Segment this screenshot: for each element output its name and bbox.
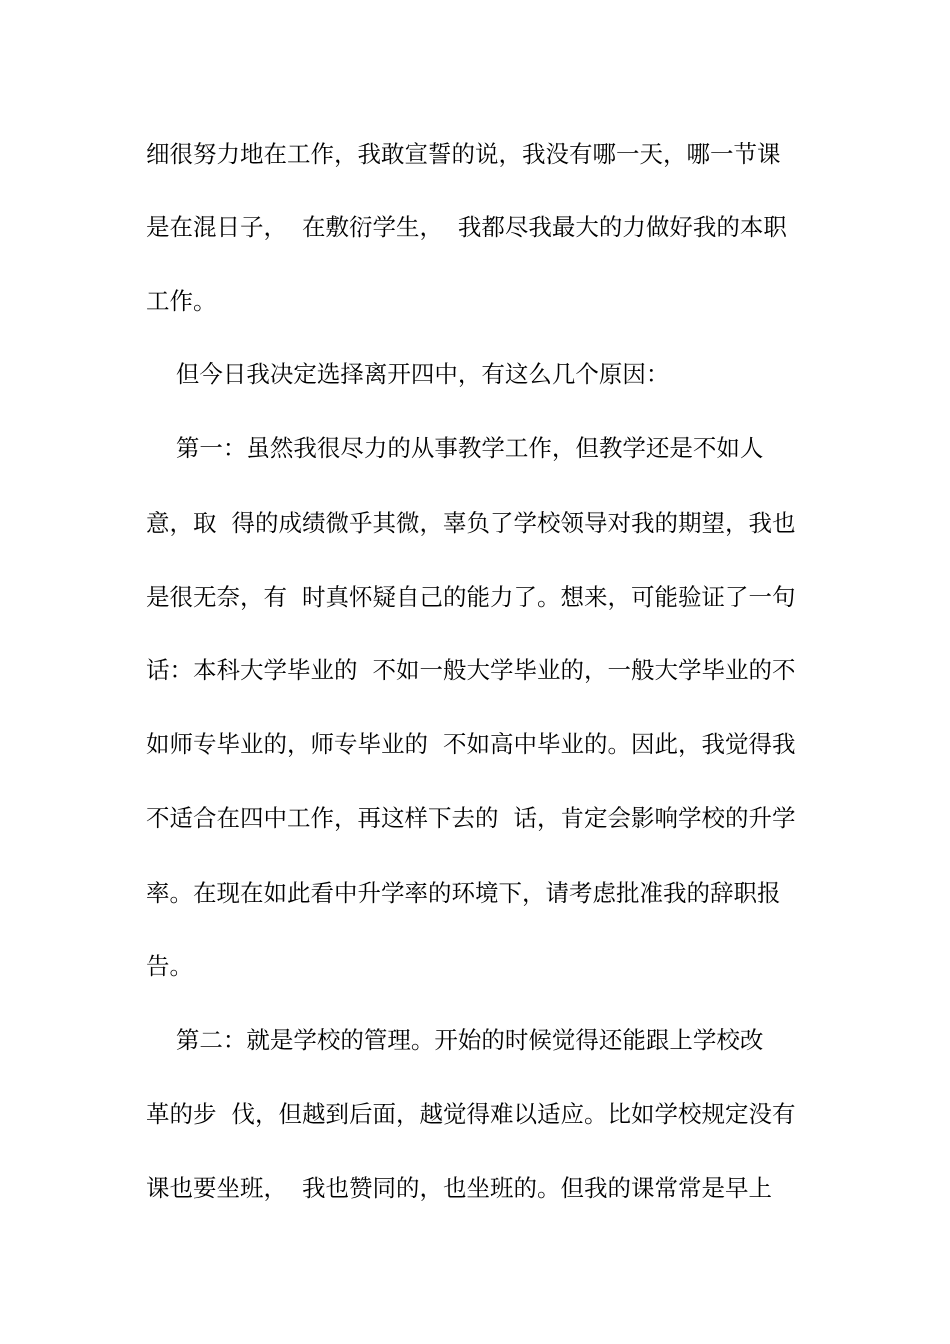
text-line: 不适合在四中工作，再这样下去的 话，肯定会影响学校的升学 [146, 804, 796, 832]
paragraph-start-line: 第二：就是学校的管理。开始的时候觉得还能跟上学校改 [146, 1026, 764, 1054]
text-line: 细很努力地在工作，我敢宣誓的说，我没有哪一天，哪一节课 [146, 140, 781, 168]
paragraph-start-line: 第一：虽然我很尽力的从事教学工作，但教学还是不如人 [146, 434, 764, 462]
text-line: 课也要坐班， 我也赞同的，也坐班的。但我的课常常是早上 [146, 1174, 772, 1202]
text-line: 是很无奈，有 时真怀疑自己的能力了。想来，可能验证了一句 [146, 583, 796, 611]
text-line: 革的步 伐，但越到后面，越觉得难以适应。比如学校规定没有 [146, 1100, 796, 1128]
text-line: 如师专毕业的，师专毕业的 不如高中毕业的。因此，我觉得我 [146, 730, 796, 758]
text-line: 话：本科大学毕业的 不如一般大学毕业的，一般大学毕业的不 [146, 656, 796, 684]
text-line: 意，取 得的成绩微乎其微，辜负了学校领导对我的期望，我也 [146, 509, 796, 537]
text-line: 工作。 [146, 287, 217, 315]
text-line: 告。 [146, 952, 193, 980]
text-line: 率。在现在如此看中升学率的环境下，请考虑批准我的辞职报 [146, 879, 781, 907]
paragraph-start-line: 但今日我决定选择离开四中，有这么几个原因： [146, 360, 670, 388]
text-line: 是在混日子， 在敷衍学生， 我都尽我最大的力做好我的本职 [146, 213, 787, 241]
